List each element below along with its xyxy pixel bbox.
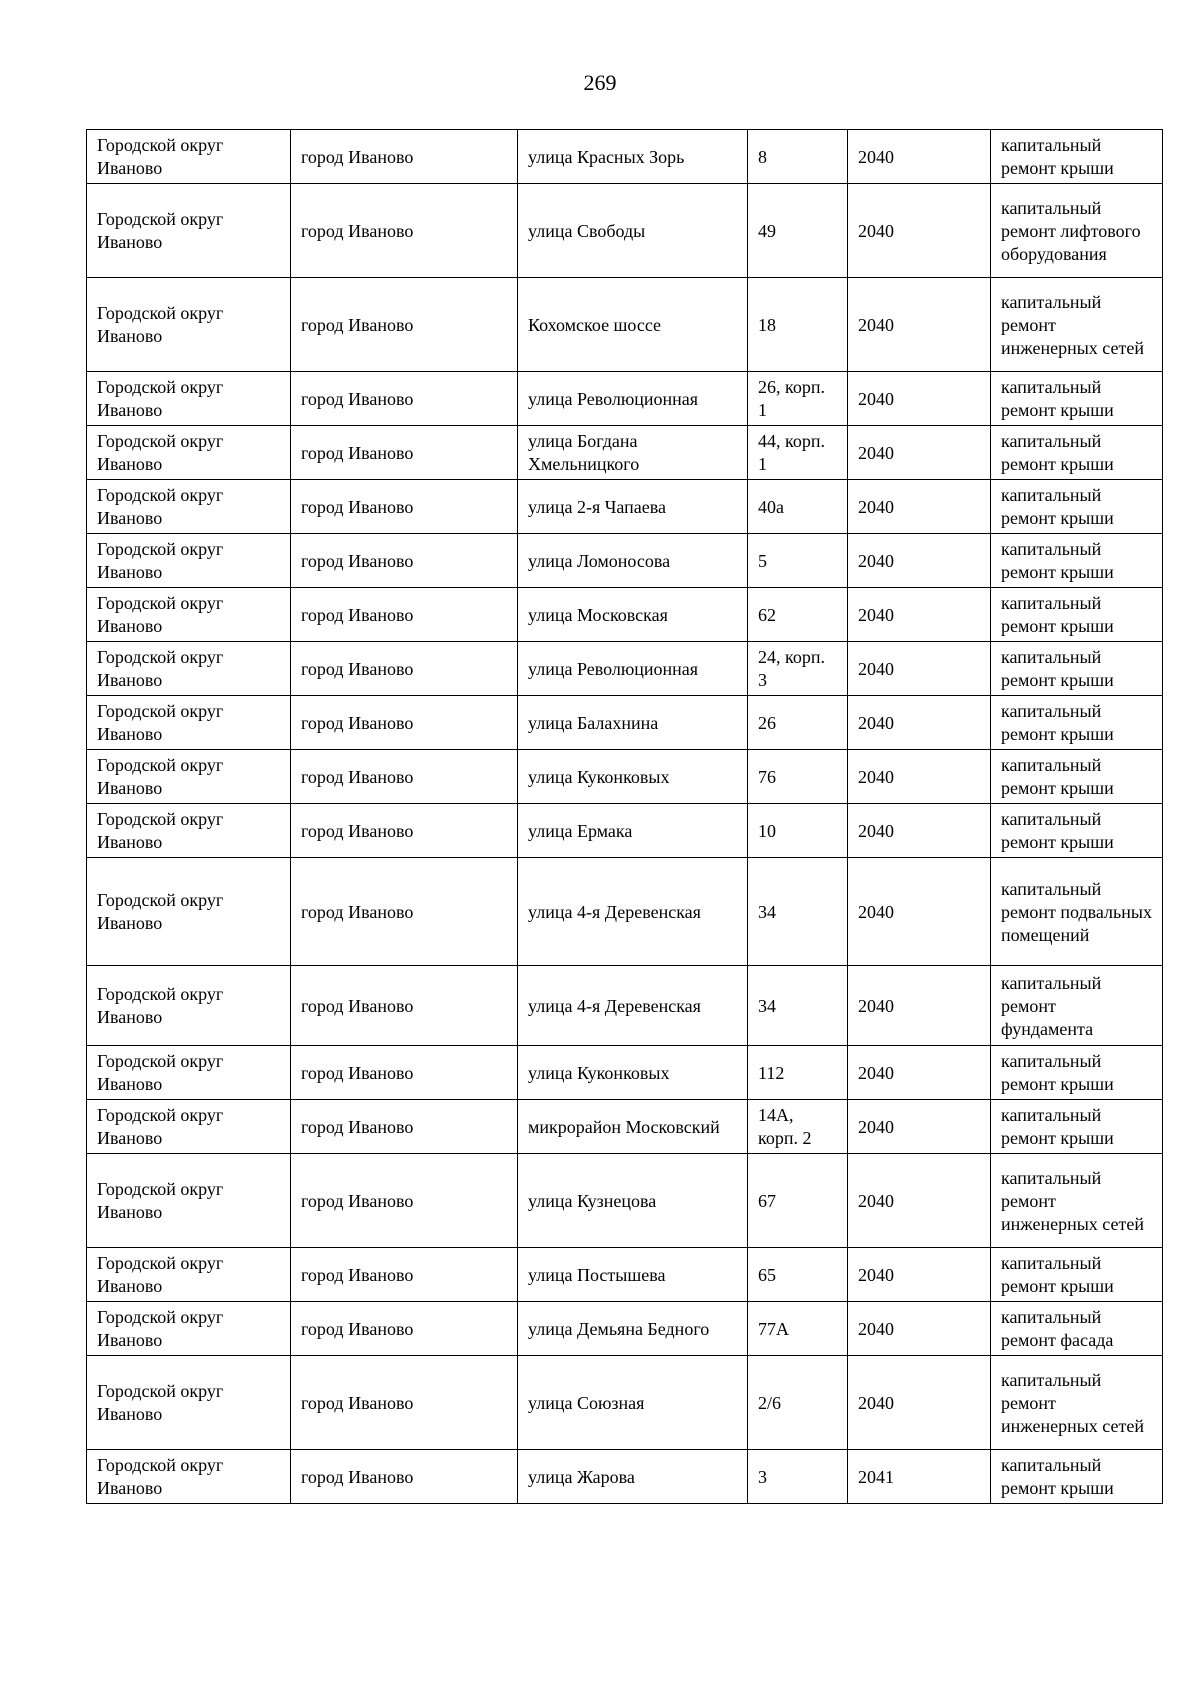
district-cell: Городской округ Иваново (87, 1356, 291, 1450)
district-cell: Городской округ Иваново (87, 1450, 291, 1504)
work-type-cell: капитальный ремонт крыши (991, 480, 1163, 534)
table-row (87, 130, 1163, 184)
house-number-cell: 40а (748, 480, 848, 534)
year-cell: 2040 (848, 480, 991, 534)
table-row (87, 750, 1163, 804)
work-type-cell: капитальный ремонт крыши (991, 372, 1163, 426)
district-cell: Городской округ Иваново (87, 1046, 291, 1100)
house-number-cell: 10 (748, 804, 848, 858)
street-cell: улица Куконковых (518, 750, 748, 804)
table-row (87, 1356, 1163, 1450)
house-number-cell: 26, корп. 1 (748, 372, 848, 426)
settlement-cell: город Иваново (291, 1248, 518, 1302)
table-row (87, 642, 1163, 696)
district-cell: Городской округ Иваново (87, 372, 291, 426)
house-number-cell: 24, корп. 3 (748, 642, 848, 696)
house-number-cell: 49 (748, 184, 848, 278)
street-cell: улица Ломоносова (518, 534, 748, 588)
settlement-cell: город Иваново (291, 372, 518, 426)
year-cell: 2040 (848, 588, 991, 642)
house-number-cell: 34 (748, 966, 848, 1046)
settlement-cell: город Иваново (291, 588, 518, 642)
year-cell: 2040 (848, 1154, 991, 1248)
street-cell: микрорайон Московский (518, 1100, 748, 1154)
house-number-cell: 2/6 (748, 1356, 848, 1450)
district-cell: Городской округ Иваново (87, 534, 291, 588)
table-row (87, 534, 1163, 588)
settlement-cell: город Иваново (291, 1046, 518, 1100)
street-cell: улица Куконковых (518, 1046, 748, 1100)
street-cell: улица Московская (518, 588, 748, 642)
table-row (87, 426, 1163, 480)
settlement-cell: город Иваново (291, 966, 518, 1046)
table-row (87, 480, 1163, 534)
street-cell: улица Союзная (518, 1356, 748, 1450)
street-cell: улица 4-я Деревенская (518, 966, 748, 1046)
year-cell: 2040 (848, 184, 991, 278)
table-row (87, 1046, 1163, 1100)
street-cell: улица Балахнина (518, 696, 748, 750)
work-type-cell: капитальный ремонт крыши (991, 426, 1163, 480)
year-cell: 2040 (848, 1356, 991, 1450)
house-number-cell: 44, корп. 1 (748, 426, 848, 480)
street-cell: улица Ермака (518, 804, 748, 858)
street-cell: улица Постышева (518, 1248, 748, 1302)
year-cell: 2040 (848, 696, 991, 750)
street-cell: улица Свободы (518, 184, 748, 278)
table-row (87, 696, 1163, 750)
house-number-cell: 3 (748, 1450, 848, 1504)
work-type-cell: капитальный ремонт фундамента (991, 966, 1163, 1046)
district-cell: Городской округ Иваново (87, 804, 291, 858)
settlement-cell: город Иваново (291, 534, 518, 588)
district-cell: Городской округ Иваново (87, 858, 291, 966)
house-number-cell: 34 (748, 858, 848, 966)
year-cell: 2040 (848, 642, 991, 696)
settlement-cell: город Иваново (291, 1450, 518, 1504)
house-number-cell: 18 (748, 278, 848, 372)
house-number-cell: 76 (748, 750, 848, 804)
table-row (87, 858, 1163, 966)
district-cell: Городской округ Иваново (87, 1100, 291, 1154)
work-type-cell: капитальный ремонт крыши (991, 588, 1163, 642)
district-cell: Городской округ Иваново (87, 1154, 291, 1248)
work-type-cell: капитальный ремонт крыши (991, 750, 1163, 804)
work-type-cell: капитальный ремонт лифтового оборудования (991, 184, 1163, 278)
street-cell: улица Демьяна Бедного (518, 1302, 748, 1356)
street-cell: улица Красных Зорь (518, 130, 748, 184)
settlement-cell: город Иваново (291, 804, 518, 858)
settlement-cell: город Иваново (291, 480, 518, 534)
table-row (87, 966, 1163, 1046)
settlement-cell: город Иваново (291, 1154, 518, 1248)
table-row (87, 1100, 1163, 1154)
district-cell: Городской округ Иваново (87, 1248, 291, 1302)
page-number: 269 (583, 70, 617, 95)
district-cell: Городской округ Иваново (87, 480, 291, 534)
street-cell: улица Кузнецова (518, 1154, 748, 1248)
district-cell: Городской округ Иваново (87, 966, 291, 1046)
work-type-cell: капитальный ремонт инженерных сетей (991, 1356, 1163, 1450)
house-number-cell: 77А (748, 1302, 848, 1356)
settlement-cell: город Иваново (291, 642, 518, 696)
table-row (87, 372, 1163, 426)
house-number-cell: 26 (748, 696, 848, 750)
street-cell: улица Богдана Хмельницкого (518, 426, 748, 480)
work-type-cell: капитальный ремонт крыши (991, 804, 1163, 858)
settlement-cell: город Иваново (291, 696, 518, 750)
year-cell: 2040 (848, 130, 991, 184)
work-type-cell: капитальный ремонт крыши (991, 1100, 1163, 1154)
settlement-cell: город Иваново (291, 130, 518, 184)
repair-schedule-table (86, 129, 1163, 1504)
district-cell: Городской округ Иваново (87, 278, 291, 372)
year-cell: 2040 (848, 534, 991, 588)
work-type-cell: капитальный ремонт фасада (991, 1302, 1163, 1356)
work-type-cell: капитальный ремонт подвальных помещений (991, 858, 1163, 966)
year-cell: 2040 (848, 1100, 991, 1154)
table-row (87, 1450, 1163, 1504)
street-cell: улица Революционная (518, 642, 748, 696)
street-cell: улица Жарова (518, 1450, 748, 1504)
year-cell: 2040 (848, 1248, 991, 1302)
settlement-cell: город Иваново (291, 750, 518, 804)
street-cell: Кохомское шоссе (518, 278, 748, 372)
district-cell: Городской округ Иваново (87, 642, 291, 696)
district-cell: Городской округ Иваново (87, 750, 291, 804)
year-cell: 2040 (848, 966, 991, 1046)
year-cell: 2040 (848, 372, 991, 426)
settlement-cell: город Иваново (291, 1100, 518, 1154)
work-type-cell: капитальный ремонт крыши (991, 1046, 1163, 1100)
table-row (87, 1302, 1163, 1356)
house-number-cell: 62 (748, 588, 848, 642)
year-cell: 2040 (848, 1302, 991, 1356)
district-cell: Городской округ Иваново (87, 426, 291, 480)
work-type-cell: капитальный ремонт крыши (991, 642, 1163, 696)
house-number-cell: 8 (748, 130, 848, 184)
settlement-cell: город Иваново (291, 1356, 518, 1450)
district-cell: Городской округ Иваново (87, 696, 291, 750)
district-cell: Городской округ Иваново (87, 130, 291, 184)
house-number-cell: 5 (748, 534, 848, 588)
work-type-cell: капитальный ремонт крыши (991, 130, 1163, 184)
settlement-cell: город Иваново (291, 1302, 518, 1356)
table-row (87, 804, 1163, 858)
district-cell: Городской округ Иваново (87, 588, 291, 642)
year-cell: 2040 (848, 1046, 991, 1100)
house-number-cell: 67 (748, 1154, 848, 1248)
work-type-cell: капитальный ремонт инженерных сетей (991, 1154, 1163, 1248)
year-cell: 2040 (848, 426, 991, 480)
table-row (87, 588, 1163, 642)
work-type-cell: капитальный ремонт крыши (991, 534, 1163, 588)
district-cell: Городской округ Иваново (87, 1302, 291, 1356)
street-cell: улица Революционная (518, 372, 748, 426)
street-cell: улица 2-я Чапаева (518, 480, 748, 534)
house-number-cell: 65 (748, 1248, 848, 1302)
settlement-cell: город Иваново (291, 184, 518, 278)
work-type-cell: капитальный ремонт крыши (991, 696, 1163, 750)
street-cell: улица 4-я Деревенская (518, 858, 748, 966)
settlement-cell: город Иваново (291, 278, 518, 372)
work-type-cell: капитальный ремонт крыши (991, 1450, 1163, 1504)
table-row (87, 184, 1163, 278)
house-number-cell: 112 (748, 1046, 848, 1100)
year-cell: 2040 (848, 858, 991, 966)
table-row (87, 1154, 1163, 1248)
year-cell: 2040 (848, 804, 991, 858)
year-cell: 2040 (848, 278, 991, 372)
settlement-cell: город Иваново (291, 426, 518, 480)
year-cell: 2041 (848, 1450, 991, 1504)
house-number-cell: 14А, корп. 2 (748, 1100, 848, 1154)
table-row (87, 1248, 1163, 1302)
district-cell: Городской округ Иваново (87, 184, 291, 278)
table-row (87, 278, 1163, 372)
work-type-cell: капитальный ремонт инженерных сетей (991, 278, 1163, 372)
year-cell: 2040 (848, 750, 991, 804)
table-body (87, 130, 1163, 1504)
settlement-cell: город Иваново (291, 858, 518, 966)
work-type-cell: капитальный ремонт крыши (991, 1248, 1163, 1302)
